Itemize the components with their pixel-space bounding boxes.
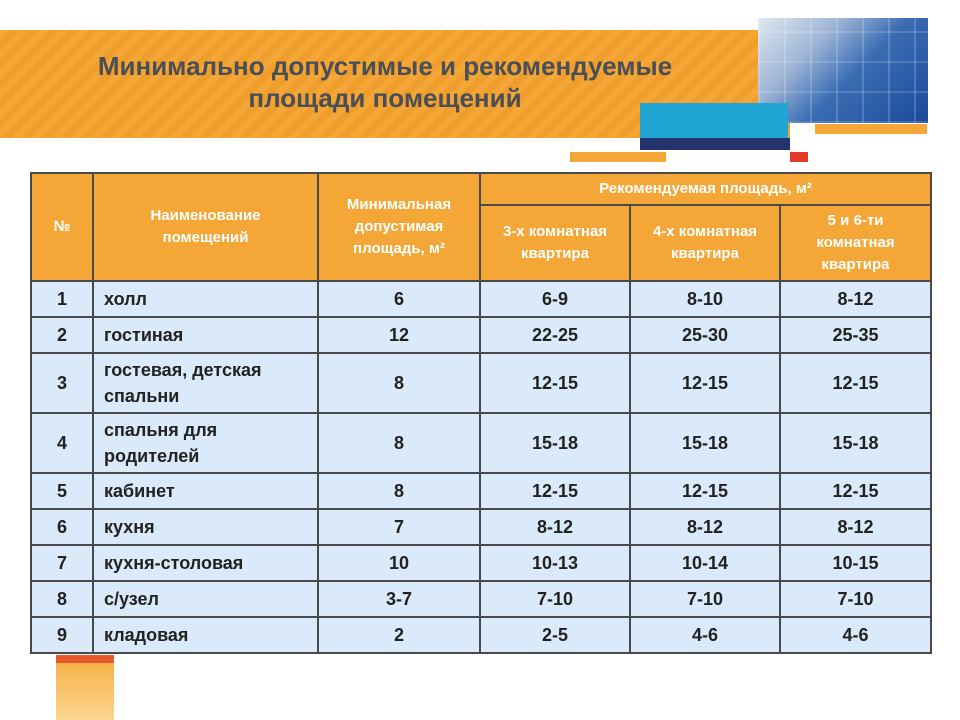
header-recommended-area: Рекомендуемая площадь, м² — [480, 173, 931, 205]
apt-3-value: 22-25 — [480, 317, 630, 353]
room-name: кухня-столовая — [93, 545, 318, 581]
apt-4-value: 12-15 — [630, 353, 780, 413]
min-area-value: 3-7 — [318, 581, 480, 617]
row-number: 6 — [31, 509, 93, 545]
apt-5-6-value: 7-10 — [780, 581, 931, 617]
apt-4-value: 7-10 — [630, 581, 780, 617]
apt-5-6-value: 12-15 — [780, 473, 931, 509]
apt-5-6-value: 10-15 — [780, 545, 931, 581]
apt-3-value: 2-5 — [480, 617, 630, 653]
row-number: 8 — [31, 581, 93, 617]
room-area-table — [30, 172, 932, 654]
apt-3-value: 7-10 — [480, 581, 630, 617]
min-area-value: 7 — [318, 509, 480, 545]
apt-5-6-value: 8-12 — [780, 281, 931, 317]
table-row — [31, 509, 931, 545]
row-number: 7 — [31, 545, 93, 581]
apt-4-value: 8-12 — [630, 509, 780, 545]
min-area-value: 10 — [318, 545, 480, 581]
row-number: 5 — [31, 473, 93, 509]
header-apt-3-room: 3-х комнатная квартира — [480, 205, 630, 281]
row-number: 2 — [31, 317, 93, 353]
apt-3-value: 10-13 — [480, 545, 630, 581]
header-apt-5-6-room: 5 и 6-ти комнатная квартира — [780, 205, 931, 281]
apt-5-6-value: 25-35 — [780, 317, 931, 353]
apt-5-6-value: 15-18 — [780, 413, 931, 473]
table-row — [31, 413, 931, 473]
table-row — [31, 617, 931, 653]
min-area-value: 8 — [318, 473, 480, 509]
room-name: гостиная — [93, 317, 318, 353]
apt-3-value: 15-18 — [480, 413, 630, 473]
apt-3-value: 6-9 — [480, 281, 630, 317]
slide-title-line-2: площади помещений — [248, 83, 522, 113]
min-area-value: 2 — [318, 617, 480, 653]
table-row — [31, 353, 931, 413]
header-room-name: Наименование помещений — [93, 173, 318, 281]
slide-title — [40, 50, 730, 114]
apt-4-value: 25-30 — [630, 317, 780, 353]
apt-4-value: 4-6 — [630, 617, 780, 653]
table-row — [31, 317, 931, 353]
row-number: 1 — [31, 281, 93, 317]
header-apt-4-room: 4-х комнатная квартира — [630, 205, 780, 281]
row-number: 3 — [31, 353, 93, 413]
decor-red-block — [790, 152, 808, 162]
table-row — [31, 545, 931, 581]
decor-navy-bar — [640, 138, 790, 150]
header-number: № — [31, 173, 93, 281]
min-area-value: 6 — [318, 281, 480, 317]
apt-4-value: 8-10 — [630, 281, 780, 317]
room-name: кабинет — [93, 473, 318, 509]
room-name: с/узел — [93, 581, 318, 617]
room-name: кухня — [93, 509, 318, 545]
apt-3-value: 12-15 — [480, 353, 630, 413]
apt-3-value: 8-12 — [480, 509, 630, 545]
decor-orange-bar-right — [815, 124, 927, 134]
room-name: гостевая, детская спальни — [93, 353, 318, 413]
apt-5-6-value: 12-15 — [780, 353, 931, 413]
apt-4-value: 15-18 — [630, 413, 780, 473]
table-row — [31, 581, 931, 617]
decor-bottom-red-bar — [56, 655, 114, 663]
room-name: кладовая — [93, 617, 318, 653]
table-row — [31, 473, 931, 509]
room-name: холл — [93, 281, 318, 317]
apt-3-value: 12-15 — [480, 473, 630, 509]
slide-title-line-1: Минимально допустимые и рекомендуемые — [97, 51, 673, 81]
header-min-area: Минимальная допустимая площадь, м² — [318, 173, 480, 281]
decor-bottom-orange-block — [56, 663, 114, 720]
row-number: 9 — [31, 617, 93, 653]
row-number: 4 — [31, 413, 93, 473]
room-name: спальня для родителей — [93, 413, 318, 473]
min-area-value: 12 — [318, 317, 480, 353]
table-row — [31, 281, 931, 317]
apt-4-value: 12-15 — [630, 473, 780, 509]
apt-5-6-value: 4-6 — [780, 617, 931, 653]
apt-5-6-value: 8-12 — [780, 509, 931, 545]
decor-orange-bar — [570, 152, 666, 162]
apt-4-value: 10-14 — [630, 545, 780, 581]
min-area-value: 8 — [318, 353, 480, 413]
min-area-value: 8 — [318, 413, 480, 473]
